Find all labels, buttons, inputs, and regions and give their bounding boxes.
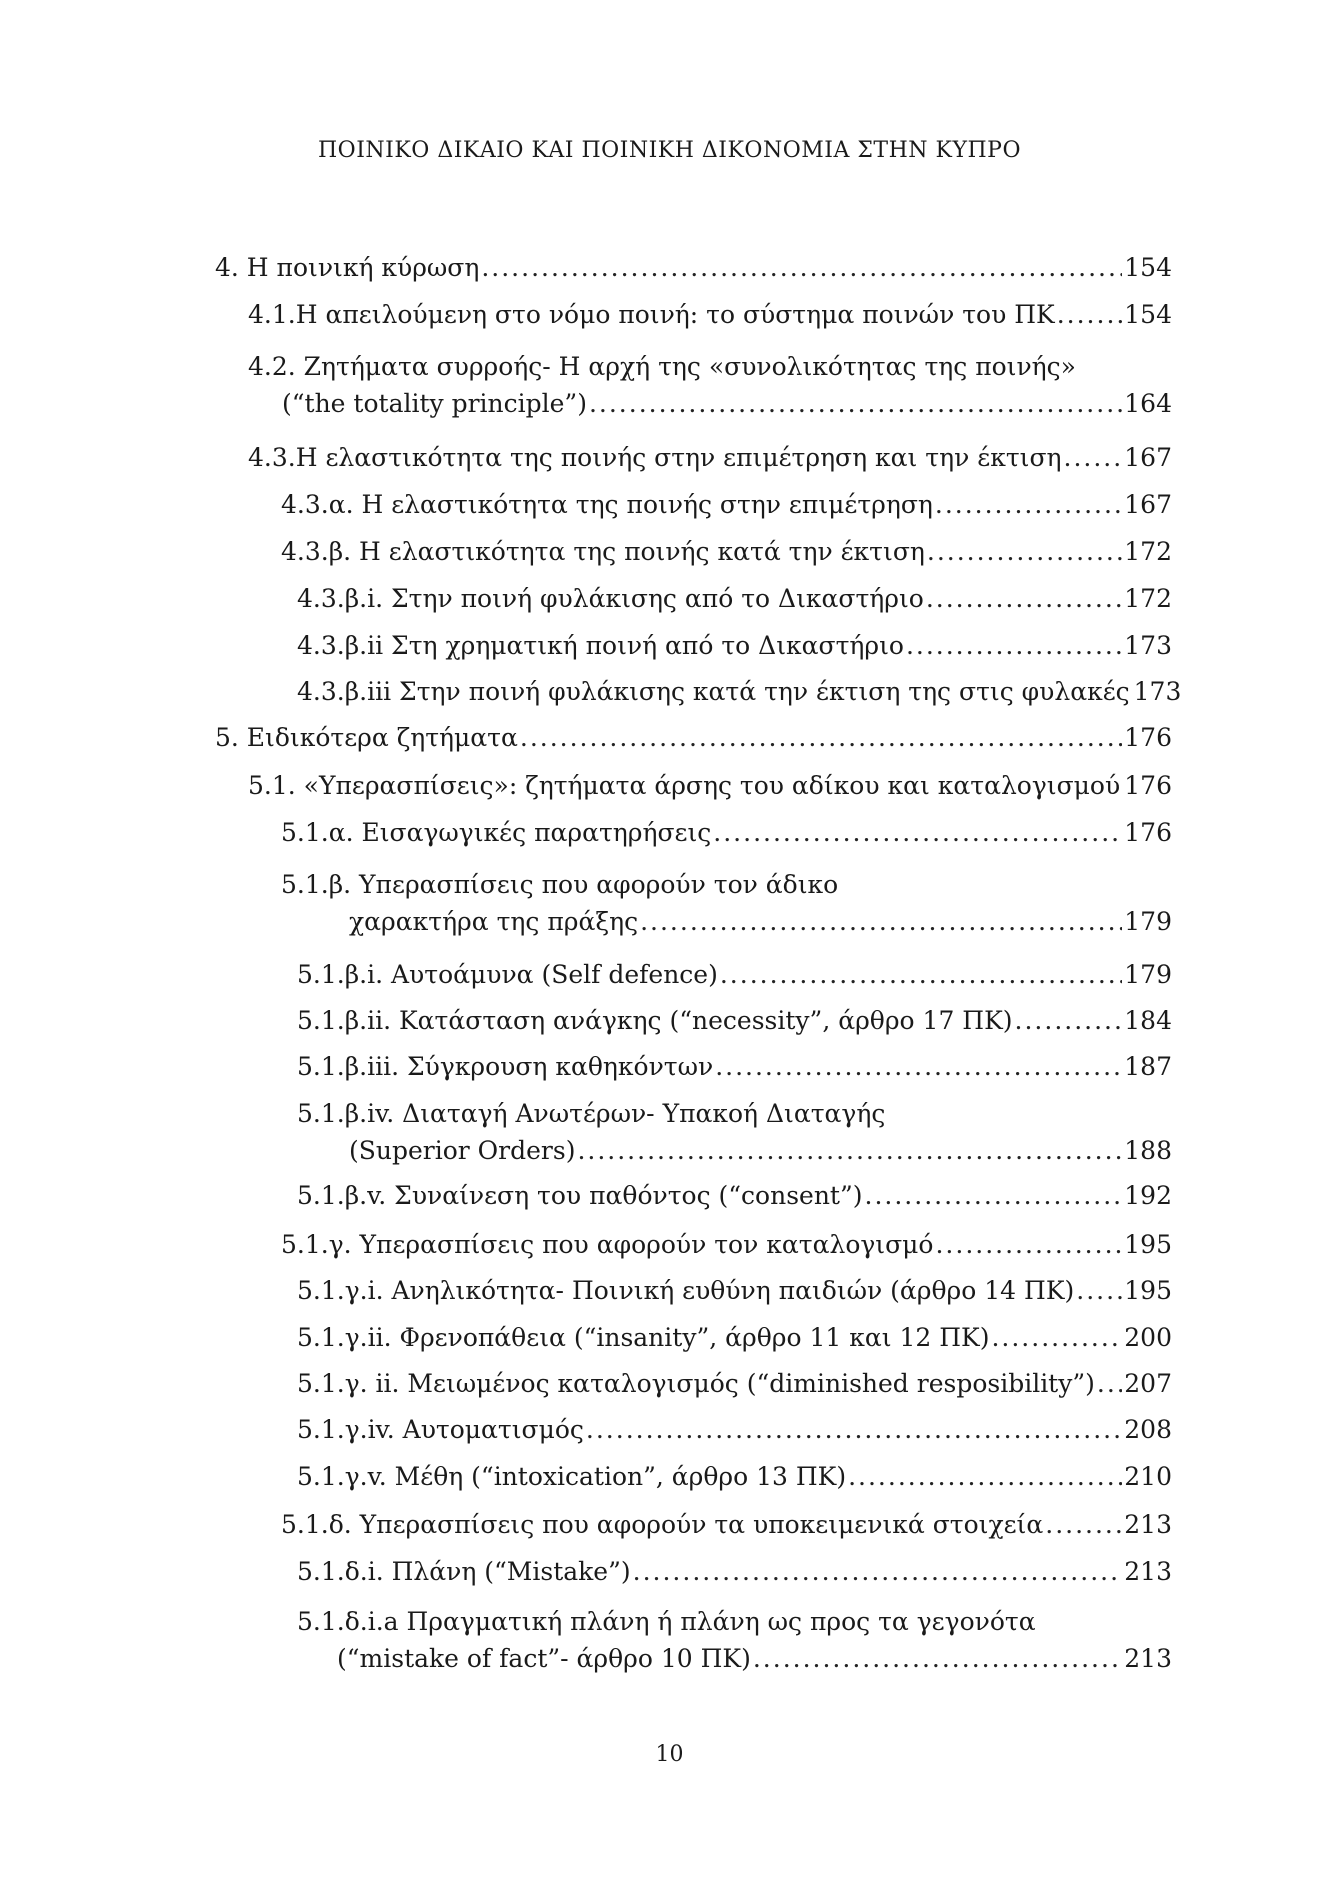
toc-entry-title: 4.3.β.ii Στη χρηματική ποινή από το Δικαστήριο [297, 631, 904, 660]
toc-entry [248, 348, 1172, 422]
toc-entry [297, 1095, 1172, 1169]
dot-leader [1076, 1272, 1122, 1309]
toc-row [248, 767, 1172, 804]
toc-entry [297, 1272, 1172, 1309]
toc-entry-title: 5.1.α. Εισαγωγικές παρατηρήσεις [281, 818, 712, 847]
toc-entry [281, 1506, 1172, 1543]
toc-entry [297, 1177, 1172, 1214]
toc-entry-page: 187 [1124, 1052, 1172, 1081]
toc-row [297, 1048, 1172, 1085]
toc-row [297, 1640, 1172, 1677]
toc-entry-page: 213 [1124, 1557, 1172, 1586]
toc-entry-title: 5.1.γ. ii. Μειωμένος καταλογισμός (“diminished resposibility”) [297, 1369, 1095, 1398]
toc-entry-page: 195 [1124, 1230, 1172, 1259]
toc-row [215, 719, 1172, 756]
page-number: 10 [655, 1742, 684, 1767]
toc-entry-page: 188 [1124, 1136, 1172, 1165]
dot-leader [926, 580, 1122, 617]
dot-leader [481, 249, 1122, 286]
toc-row [297, 1002, 1172, 1039]
toc-entry-title: 4.3.β. Η ελαστικότητα της ποινής κατά την έκτιση [281, 537, 925, 566]
toc-entry-page: 195 [1124, 1276, 1172, 1305]
toc-row [248, 439, 1172, 476]
toc-entry-title: 5.1.γ.i. Ανηλικότητα- Ποινική ευθύνη παιδιών (άρθρο 14 ΠΚ) [297, 1276, 1075, 1305]
toc-entry-title: χαρακτήρα της πράξης [349, 907, 639, 936]
toc-entry-title: (“mistake of fact”- άρθρο 10 ΠΚ) [337, 1644, 751, 1673]
dot-leader [935, 486, 1122, 523]
toc-entry-title-line1: 5.1.β.iv. Διαταγή Ανωτέρων- Υπακοή Διαταγής [297, 1099, 886, 1128]
dot-leader [1015, 1002, 1123, 1039]
toc-entry [297, 1411, 1172, 1448]
toc-entry-page: 179 [1124, 907, 1172, 936]
toc-entry-title: 5.1. «Υπερασπίσεις»: ζητήματα άρσης του αδίκου και καταλογισμού [248, 771, 1121, 800]
toc-entry-page: 213 [1124, 1510, 1172, 1539]
toc-entry [297, 1458, 1172, 1495]
toc-entry-page: 167 [1124, 490, 1172, 519]
toc-entry-page: 176 [1124, 723, 1172, 752]
toc-row [297, 1319, 1172, 1356]
dot-leader [520, 719, 1122, 756]
toc-entry [248, 767, 1172, 804]
toc-entry-title: 4.1.Η απειλούμενη στο νόμο ποινή: το σύστημα ποινών του ΠΚ [248, 300, 1055, 329]
toc-entry-page: 208 [1124, 1415, 1172, 1444]
toc-entry [281, 1226, 1172, 1263]
toc-entry [248, 296, 1172, 333]
toc-entry-title: 4.3.β.iii Στην ποινή φυλάκισης κατά την έκτιση της στις φυλακές [297, 677, 1130, 706]
toc-entry-title: 5.1.β.v. Συναίνεση του παθόντος (“consent”) [297, 1181, 863, 1210]
toc-row [297, 956, 1172, 993]
toc-entry [297, 1048, 1172, 1085]
toc-entry-page: 164 [1124, 389, 1172, 418]
toc-entry-title: 5. Ειδικότερα ζητήματα [215, 723, 518, 752]
toc-entry-page: 213 [1124, 1644, 1172, 1673]
toc-entry-title: 5.1.β.i. Αυτοάμυνα (Self defence) [297, 960, 718, 989]
toc-entry-title: 5.1.γ.ii. Φρενοπάθεια (“insanity”, άρθρο 11 και 12 ΠΚ) [297, 1323, 990, 1352]
toc-entry-page: 207 [1124, 1369, 1172, 1398]
toc-entry [281, 486, 1172, 523]
toc-entry [281, 533, 1172, 570]
dot-leader [589, 385, 1122, 422]
running-header: ΠΟΙΝΙΚΟ ΔΙΚΑΙΟ ΚΑΙ ΠΟΙΝΙΚΗ ΔΙΚΟΝΟΜΙΑ ΣΤΗΝ ΚΥΠΡΟ [318, 138, 1021, 163]
toc-row [297, 1411, 1172, 1448]
toc-entry-page: 154 [1124, 253, 1172, 282]
toc-row [297, 673, 1182, 710]
toc-entry-page: 179 [1124, 960, 1172, 989]
toc-entry-page: 167 [1124, 443, 1172, 472]
toc-entry-title: 4. Η ποινική κύρωση [215, 253, 480, 282]
toc-entry [248, 439, 1172, 476]
toc-entry-title: 5.1.γ.iv. Αυτοματισμός [297, 1415, 584, 1444]
dot-leader [1045, 1506, 1122, 1543]
toc-entry-title-line1: 4.2. Ζητήματα συρροής- Η αρχή της «συνολικότητας της ποινής» [248, 352, 1076, 381]
toc-row [281, 1506, 1172, 1543]
toc-entry-page: 192 [1124, 1181, 1172, 1210]
toc-entry [297, 1553, 1172, 1590]
toc-entry-page: 154 [1124, 300, 1172, 329]
toc-row [297, 1177, 1172, 1214]
toc-row [297, 1553, 1172, 1590]
dot-leader [935, 1226, 1122, 1263]
dot-leader [633, 1553, 1123, 1590]
toc-row [297, 580, 1172, 617]
dot-leader [720, 956, 1122, 993]
toc-entry-page: 210 [1124, 1462, 1172, 1491]
toc-row [297, 627, 1172, 664]
dot-leader [1097, 1365, 1122, 1402]
toc-entry [297, 673, 1182, 710]
dot-leader [753, 1640, 1122, 1677]
toc-entry-page: 176 [1124, 818, 1172, 847]
toc-entry-page: 172 [1124, 584, 1172, 613]
toc-entry-title: 4.3.Η ελαστικότητα της ποινής στην επιμέτρηση και την έκτιση [248, 443, 1062, 472]
toc-row [248, 385, 1172, 422]
toc-entry-title: (“the totality principle”) [282, 389, 587, 418]
dot-leader [577, 1132, 1122, 1169]
dot-leader [715, 1048, 1122, 1085]
toc-entry-title: 4.3.α. Η ελαστικότητα της ποινής στην επιμέτρηση [281, 490, 933, 519]
dot-leader [1057, 296, 1123, 333]
toc-entry-page: 184 [1124, 1006, 1172, 1035]
toc-row [248, 296, 1172, 333]
toc-entry-title: 4.3.β.i. Στην ποινή φυλάκισης από το Δικαστήριο [297, 584, 924, 613]
toc-entry-title: 5.1.β.iii. Σύγκρουση καθηκόντων [297, 1052, 714, 1081]
dot-leader [865, 1177, 1123, 1214]
toc-entry-page: 200 [1124, 1323, 1172, 1352]
toc-entry [297, 1002, 1172, 1039]
toc-row [297, 1458, 1172, 1495]
dot-leader [640, 903, 1122, 940]
dot-leader [1064, 439, 1123, 476]
toc-entry-page: 173 [1133, 677, 1182, 706]
toc-row [281, 814, 1172, 851]
toc-entry-page: 176 [1124, 771, 1172, 800]
toc-row [281, 533, 1172, 570]
toc-entry-title-line1: 5.1.β. Υπερασπίσεις που αφορούν τον άδικο [281, 870, 839, 899]
toc-entry-page: 173 [1124, 631, 1172, 660]
toc-entry-title: 5.1.β.ii. Κατάσταση ανάγκης (“necessity”, άρθρο 17 ΠΚ) [297, 1006, 1013, 1035]
toc-entry [297, 956, 1172, 993]
toc-entry-title: 5.1.δ.i. Πλάνη (“Mistake”) [297, 1557, 631, 1586]
toc-entry [215, 249, 1172, 286]
toc-entry-title: 5.1.γ. Υπερασπίσεις που αφορούν τον καταλογισμό [281, 1230, 934, 1259]
toc-entry-title: (Superior Orders) [349, 1136, 576, 1165]
toc-entry [297, 1365, 1172, 1402]
toc-entry [297, 1319, 1172, 1356]
toc-row [281, 903, 1172, 940]
toc-entry-title-line1: 5.1.δ.i.a Πραγματική πλάνη ή πλάνη ως προς τα γεγονότα [297, 1607, 1036, 1636]
dot-leader [991, 1319, 1122, 1356]
dot-leader [906, 627, 1122, 664]
dot-leader [848, 1458, 1122, 1495]
toc-entry [297, 1603, 1172, 1677]
toc-row [297, 1132, 1172, 1169]
dot-leader [713, 814, 1122, 851]
toc-row [215, 249, 1172, 286]
toc-entry-page: 172 [1124, 537, 1172, 566]
toc-entry [281, 866, 1172, 940]
dot-leader [927, 533, 1122, 570]
toc-entry [297, 627, 1172, 664]
toc-entry-title: 5.1.γ.v. Μέθη (“intoxication”, άρθρο 13 ΠΚ) [297, 1462, 847, 1491]
toc-entry [297, 580, 1172, 617]
dot-leader [586, 1411, 1122, 1448]
toc-entry-title: 5.1.δ. Υπερασπίσεις που αφορούν τα υποκειμενικά στοιχεία [281, 1510, 1044, 1539]
toc-row [281, 1226, 1172, 1263]
toc-entry [215, 719, 1172, 756]
toc-row [281, 486, 1172, 523]
toc-row [297, 1365, 1172, 1402]
toc-entry [281, 814, 1172, 851]
toc-row [297, 1272, 1172, 1309]
